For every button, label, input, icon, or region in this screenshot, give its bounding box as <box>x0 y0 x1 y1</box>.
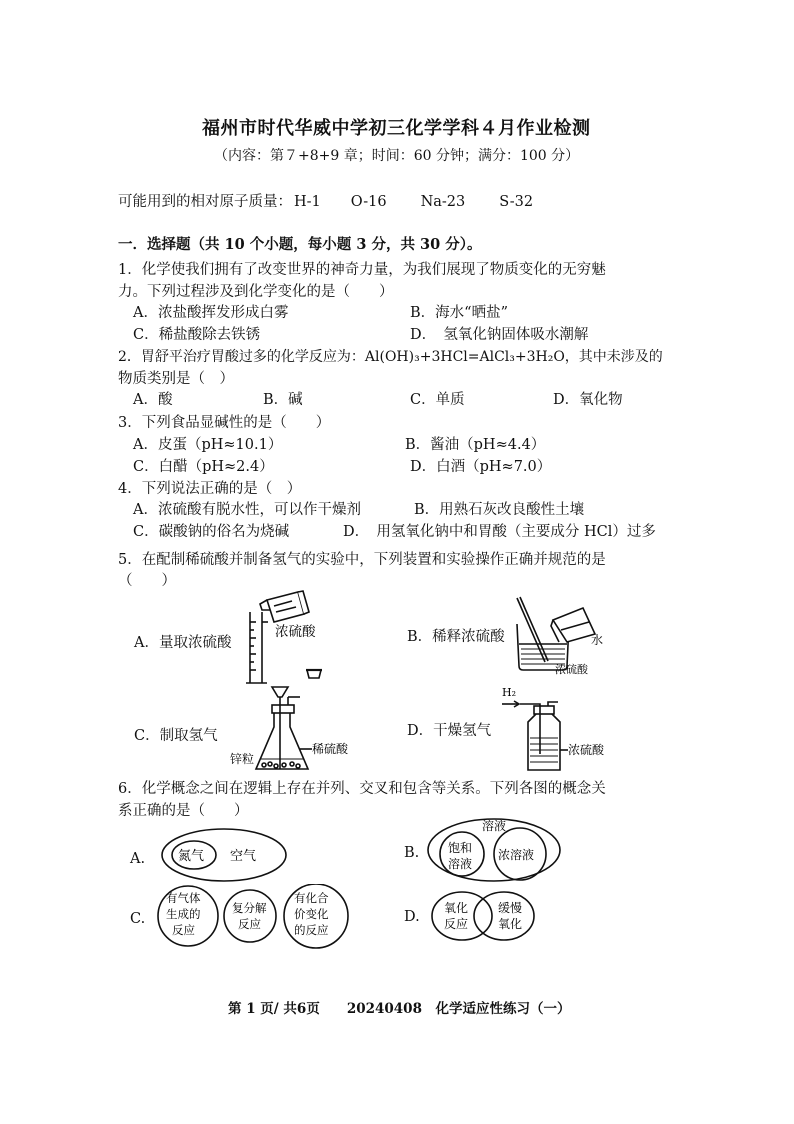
apparatus-c-zinc-label: 锌粒 <box>230 752 255 766</box>
q6-c-left-line1: 有气体 <box>166 891 201 905</box>
q6-a-outer-label: 空气 <box>230 849 257 864</box>
q6-option-a: A. <box>130 851 146 867</box>
q6-b-left-line2: 溶液 <box>448 857 473 871</box>
q1-option-c: C．稀盐酸除去铁锈 <box>133 327 261 343</box>
q3-option-b: B．酱油（pH≈4.4） <box>405 437 546 453</box>
q5-option-d: D．干燥氢气 <box>407 723 492 739</box>
q3-option-a: A．皮蛋（pH≈10.1） <box>133 437 283 453</box>
atomic-mass-na: Na-23 <box>420 194 466 210</box>
q5-option-b: B．稀释浓硫酸 <box>407 629 505 645</box>
q3-option-d: D．白酒（pH≈7.0） <box>410 459 552 475</box>
q6-a-venn-diagram <box>158 826 290 884</box>
q6-option-b: B. <box>404 845 420 861</box>
q4-option-a: A．浓硫酸有脱水性，可以作干燥剂 <box>133 502 361 518</box>
q6-c-right-line3: 的反应 <box>294 923 329 937</box>
atomic-mass-s: S-32 <box>499 194 534 210</box>
q6-d-right-line1: 缓慢 <box>498 901 523 915</box>
q6-stem-line1: 6．化学概念之间在逻辑上存在并列、交叉和包含等关系。下列各图的概念关 <box>118 781 606 797</box>
q5-option-c: C．制取氢气 <box>134 728 218 744</box>
q6-d-right-line2: 氧化 <box>498 917 523 931</box>
apparatus-d-drying-bottle <box>496 686 626 776</box>
q2-stem-line2: 物质类别是（ ） <box>118 371 234 387</box>
q6-option-d: D. <box>404 909 420 925</box>
q6-c-right-line1: 有化合 <box>294 891 329 905</box>
q6-d-left-line1: 氧化 <box>444 901 469 915</box>
apparatus-a-measuring-cylinder <box>240 588 340 688</box>
q1-option-b: B．海水“晒盐” <box>410 305 508 321</box>
q3-option-c: C．白醋（pH≈2.4） <box>133 459 274 475</box>
q2-option-a: A．酸 <box>133 392 173 408</box>
q6-stem-line2: 系正确的是（ ） <box>118 803 249 819</box>
q2-option-c: C．单质 <box>410 392 465 408</box>
apparatus-c-hydrogen-generator <box>228 683 368 779</box>
atomic-mass-label: 可能用到的相对原子质量： <box>118 194 292 210</box>
apparatus-c-acid-label: 稀硫酸 <box>312 742 349 756</box>
q6-c-mid-line1: 复分解 <box>232 901 267 915</box>
q6-option-c: C. <box>130 911 146 927</box>
q2-stem-line1: 2．胃舒平治疗胃酸过多的化学反应为：Al(OH)₃+3HCl=AlCl₃+3H₂O，其中未涉及的 <box>118 349 663 365</box>
q4-option-b: B．用熟石灰改良酸性土壤 <box>414 502 585 518</box>
q6-c-right-line2: 价变化 <box>294 907 329 921</box>
q4-option-d: D． 用氢氧化钠中和胃酸（主要成分 HCl）过多 <box>343 524 656 540</box>
apparatus-b-water-label: 水 <box>591 633 604 647</box>
q5-option-a: A．量取浓硫酸 <box>134 635 232 651</box>
apparatus-b-dilution-beaker <box>505 594 615 678</box>
q1-stem-line1: 1．化学使我们拥有了改变世界的神奇力量，为我们展现了物质变化的无穷魅 <box>118 262 606 278</box>
apparatus-d-h2-label: H₂ <box>502 686 517 699</box>
page-footer: 第 1 页/ 共6页 20240408 化学适应性练习（一） <box>228 1001 571 1017</box>
page-subtitle: （内容：第７+8+9 章；时间：60 分钟；满分：100 分） <box>214 148 580 164</box>
atomic-mass-line <box>118 193 533 211</box>
q6-c-mid-line2: 反应 <box>238 917 261 931</box>
q4-stem: 4．下列说法正确的是（ ） <box>118 481 302 497</box>
q1-option-d: D． 氢氧化钠固体吸水潮解 <box>410 327 589 343</box>
q1-option-a: A．浓盐酸挥发形成白雾 <box>133 305 289 321</box>
q3-stem: 3．下列食品显碱性的是（ ） <box>118 415 331 431</box>
q6-b-venn-diagram <box>424 816 564 884</box>
q5-stem-line1: 5．在配制稀硫酸并制备氢气的实验中，下列装置和实验操作正确并规范的是 <box>118 552 606 568</box>
q6-a-inner-label: 氮气 <box>178 849 205 864</box>
atomic-mass-h: H-1 <box>294 194 321 210</box>
q6-c-venn-diagram <box>154 884 354 950</box>
q6-c-left-line3: 反应 <box>172 923 195 937</box>
q2-option-b: B．碱 <box>263 392 303 408</box>
apparatus-b-acid-label: 浓硫酸 <box>555 663 588 676</box>
q1-stem-line2: 力。下列过程涉及到化学变化的是（ ） <box>118 284 394 300</box>
apparatus-a-label: 浓硫酸 <box>275 624 316 640</box>
q6-b-right-label: 浓溶液 <box>498 848 535 862</box>
q2-option-d: D．氧化物 <box>553 392 623 408</box>
q6-d-left-line2: 反应 <box>444 917 469 931</box>
page-title: 福州市时代华威中学初三化学学科４月作业检测 <box>202 118 591 139</box>
atomic-mass-o: O-16 <box>350 194 387 210</box>
q5-stem-line2: （ ） <box>118 573 176 589</box>
q4-option-c: C．碳酸钠的俗名为烧碱 <box>133 524 290 540</box>
q6-b-left-line1: 饱和 <box>448 841 473 855</box>
q6-d-venn-diagram <box>424 888 544 944</box>
section-heading: 一．选择题（共 10 个小题，每小题 3 分，共 30 分）。 <box>118 236 482 253</box>
q6-c-left-line2: 生成的 <box>166 907 201 921</box>
apparatus-d-acid-label: 浓硫酸 <box>568 743 605 757</box>
q6-b-outer-label: 溶液 <box>482 819 507 833</box>
